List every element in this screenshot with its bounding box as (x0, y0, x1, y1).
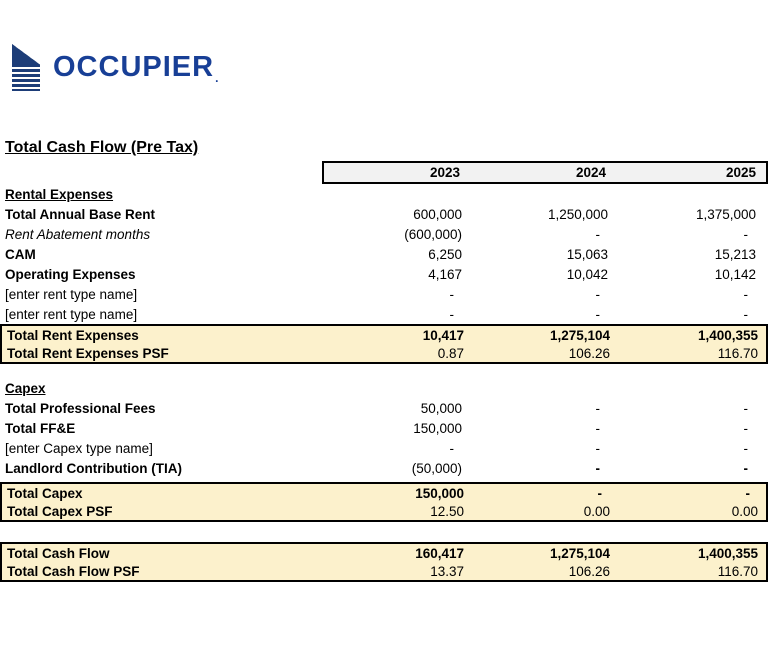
cell-2025: 1,375,000 (695, 206, 756, 222)
cell-2023: 160,417 (415, 545, 464, 561)
table-row (0, 224, 768, 244)
total-capex-band (0, 482, 768, 522)
cell-2024: 106.26 (568, 345, 610, 361)
cell-2025: - (743, 460, 748, 476)
cell-2023: - (449, 440, 454, 456)
year-2023: 2023 (429, 165, 460, 180)
cell-2023: 6,250 (428, 246, 462, 262)
cell-2023: - (449, 286, 454, 302)
cell-2025: 1,400,355 (697, 545, 758, 561)
building-blinds-icon (12, 44, 40, 91)
cell-2025: 0.00 (731, 503, 758, 519)
table-row (0, 304, 768, 324)
cell-2025: 116.70 (717, 563, 758, 579)
cell-2025: - (743, 226, 748, 242)
table-row (0, 398, 768, 418)
section-heading-label: Capex (5, 380, 46, 396)
table-row (0, 438, 768, 458)
year-2025: 2025 (725, 165, 756, 180)
cell-2025: - (743, 400, 748, 416)
cell-2024: - (595, 306, 600, 322)
cell-2023: (600,000) (404, 226, 462, 242)
section-heading-rental-expenses (0, 184, 768, 204)
logo-wordmark: OCCUPIER (53, 51, 215, 83)
cell-2024: 1,275,104 (549, 327, 610, 343)
table-row-total-psf (2, 562, 766, 580)
cell-2024: - (595, 420, 600, 436)
cell-2025: - (743, 286, 748, 302)
cell-2023: 150,000 (413, 420, 462, 436)
cell-2024: 106.26 (568, 563, 610, 579)
row-label: Total Rent Expenses (7, 327, 139, 343)
cell-2023: 150,000 (415, 485, 464, 501)
cell-2024: - (595, 460, 600, 476)
page-title: Total Cash Flow (Pre Tax) (5, 139, 199, 156)
total-cash-flow-band (0, 542, 768, 582)
row-label: Total Cash Flow (7, 545, 110, 561)
cell-2025: - (743, 420, 748, 436)
cell-2024: 1,250,000 (547, 206, 608, 222)
row-label: Total FF&E (5, 420, 76, 436)
cell-2025: 116.70 (717, 345, 758, 361)
cell-2025: - (745, 485, 750, 501)
table-row-total (2, 544, 766, 562)
cell-2025: 10,142 (714, 266, 756, 282)
table-row (0, 418, 768, 438)
cell-2024: - (595, 286, 600, 302)
row-label: CAM (5, 246, 36, 262)
table-row (0, 458, 768, 478)
row-label: [enter rent type name] (5, 306, 138, 322)
row-label: Total Rent Expenses PSF (7, 345, 169, 361)
row-label: [enter rent type name] (5, 286, 138, 302)
row-label: Total Cash Flow PSF (7, 563, 140, 579)
total-rent-expenses-band (0, 324, 768, 364)
cell-2023: 50,000 (420, 400, 462, 416)
cell-2024: - (595, 400, 600, 416)
table-row (0, 204, 768, 224)
table-row-total-psf (2, 344, 766, 362)
year-header-row (0, 161, 768, 184)
row-label: Landlord Contribution (TIA) (5, 460, 182, 476)
row-label: Total Capex (7, 485, 83, 501)
row-label: Total Professional Fees (5, 400, 156, 416)
cell-2025: - (743, 306, 748, 322)
cell-2024: 1,275,104 (549, 545, 610, 561)
table-row (0, 244, 768, 264)
table-row-total (2, 484, 766, 502)
row-label: Rent Abatement months (5, 226, 151, 242)
cell-2025: - (743, 440, 748, 456)
cell-2023: 4,167 (428, 266, 462, 282)
cash-flow-table (0, 161, 768, 582)
year-header-box (322, 161, 768, 184)
cell-2023: 600,000 (413, 206, 462, 222)
cell-2024: 15,063 (566, 246, 608, 262)
cell-2024: 0.00 (583, 503, 610, 519)
cell-2023: 13.37 (430, 563, 464, 579)
table-row-total-psf (2, 502, 766, 520)
cell-2023: 0.87 (437, 345, 464, 361)
row-label: Operating Expenses (5, 266, 136, 282)
row-label: [enter Capex type name] (5, 440, 153, 456)
cell-2024: - (597, 485, 602, 501)
cell-2025: 1,400,355 (697, 327, 758, 343)
table-row-total (2, 326, 766, 344)
cell-2023: 12.50 (430, 503, 464, 519)
logo-trademark-dot: . (215, 71, 219, 85)
cell-2023: - (449, 306, 454, 322)
cell-2023: (50,000) (411, 460, 462, 476)
table-row (0, 284, 768, 304)
section-heading-capex (0, 378, 768, 398)
section-heading-label: Rental Expenses (5, 186, 114, 202)
cell-2024: - (595, 226, 600, 242)
cell-2025: 15,213 (714, 246, 756, 262)
cell-2024: 10,042 (566, 266, 608, 282)
cell-2024: - (595, 440, 600, 456)
cell-2023: 10,417 (422, 327, 464, 343)
row-label: Total Capex PSF (7, 503, 113, 519)
occupier-logo (12, 44, 218, 91)
row-label: Total Annual Base Rent (5, 206, 156, 222)
table-row (0, 264, 768, 284)
year-2024: 2024 (575, 165, 606, 180)
